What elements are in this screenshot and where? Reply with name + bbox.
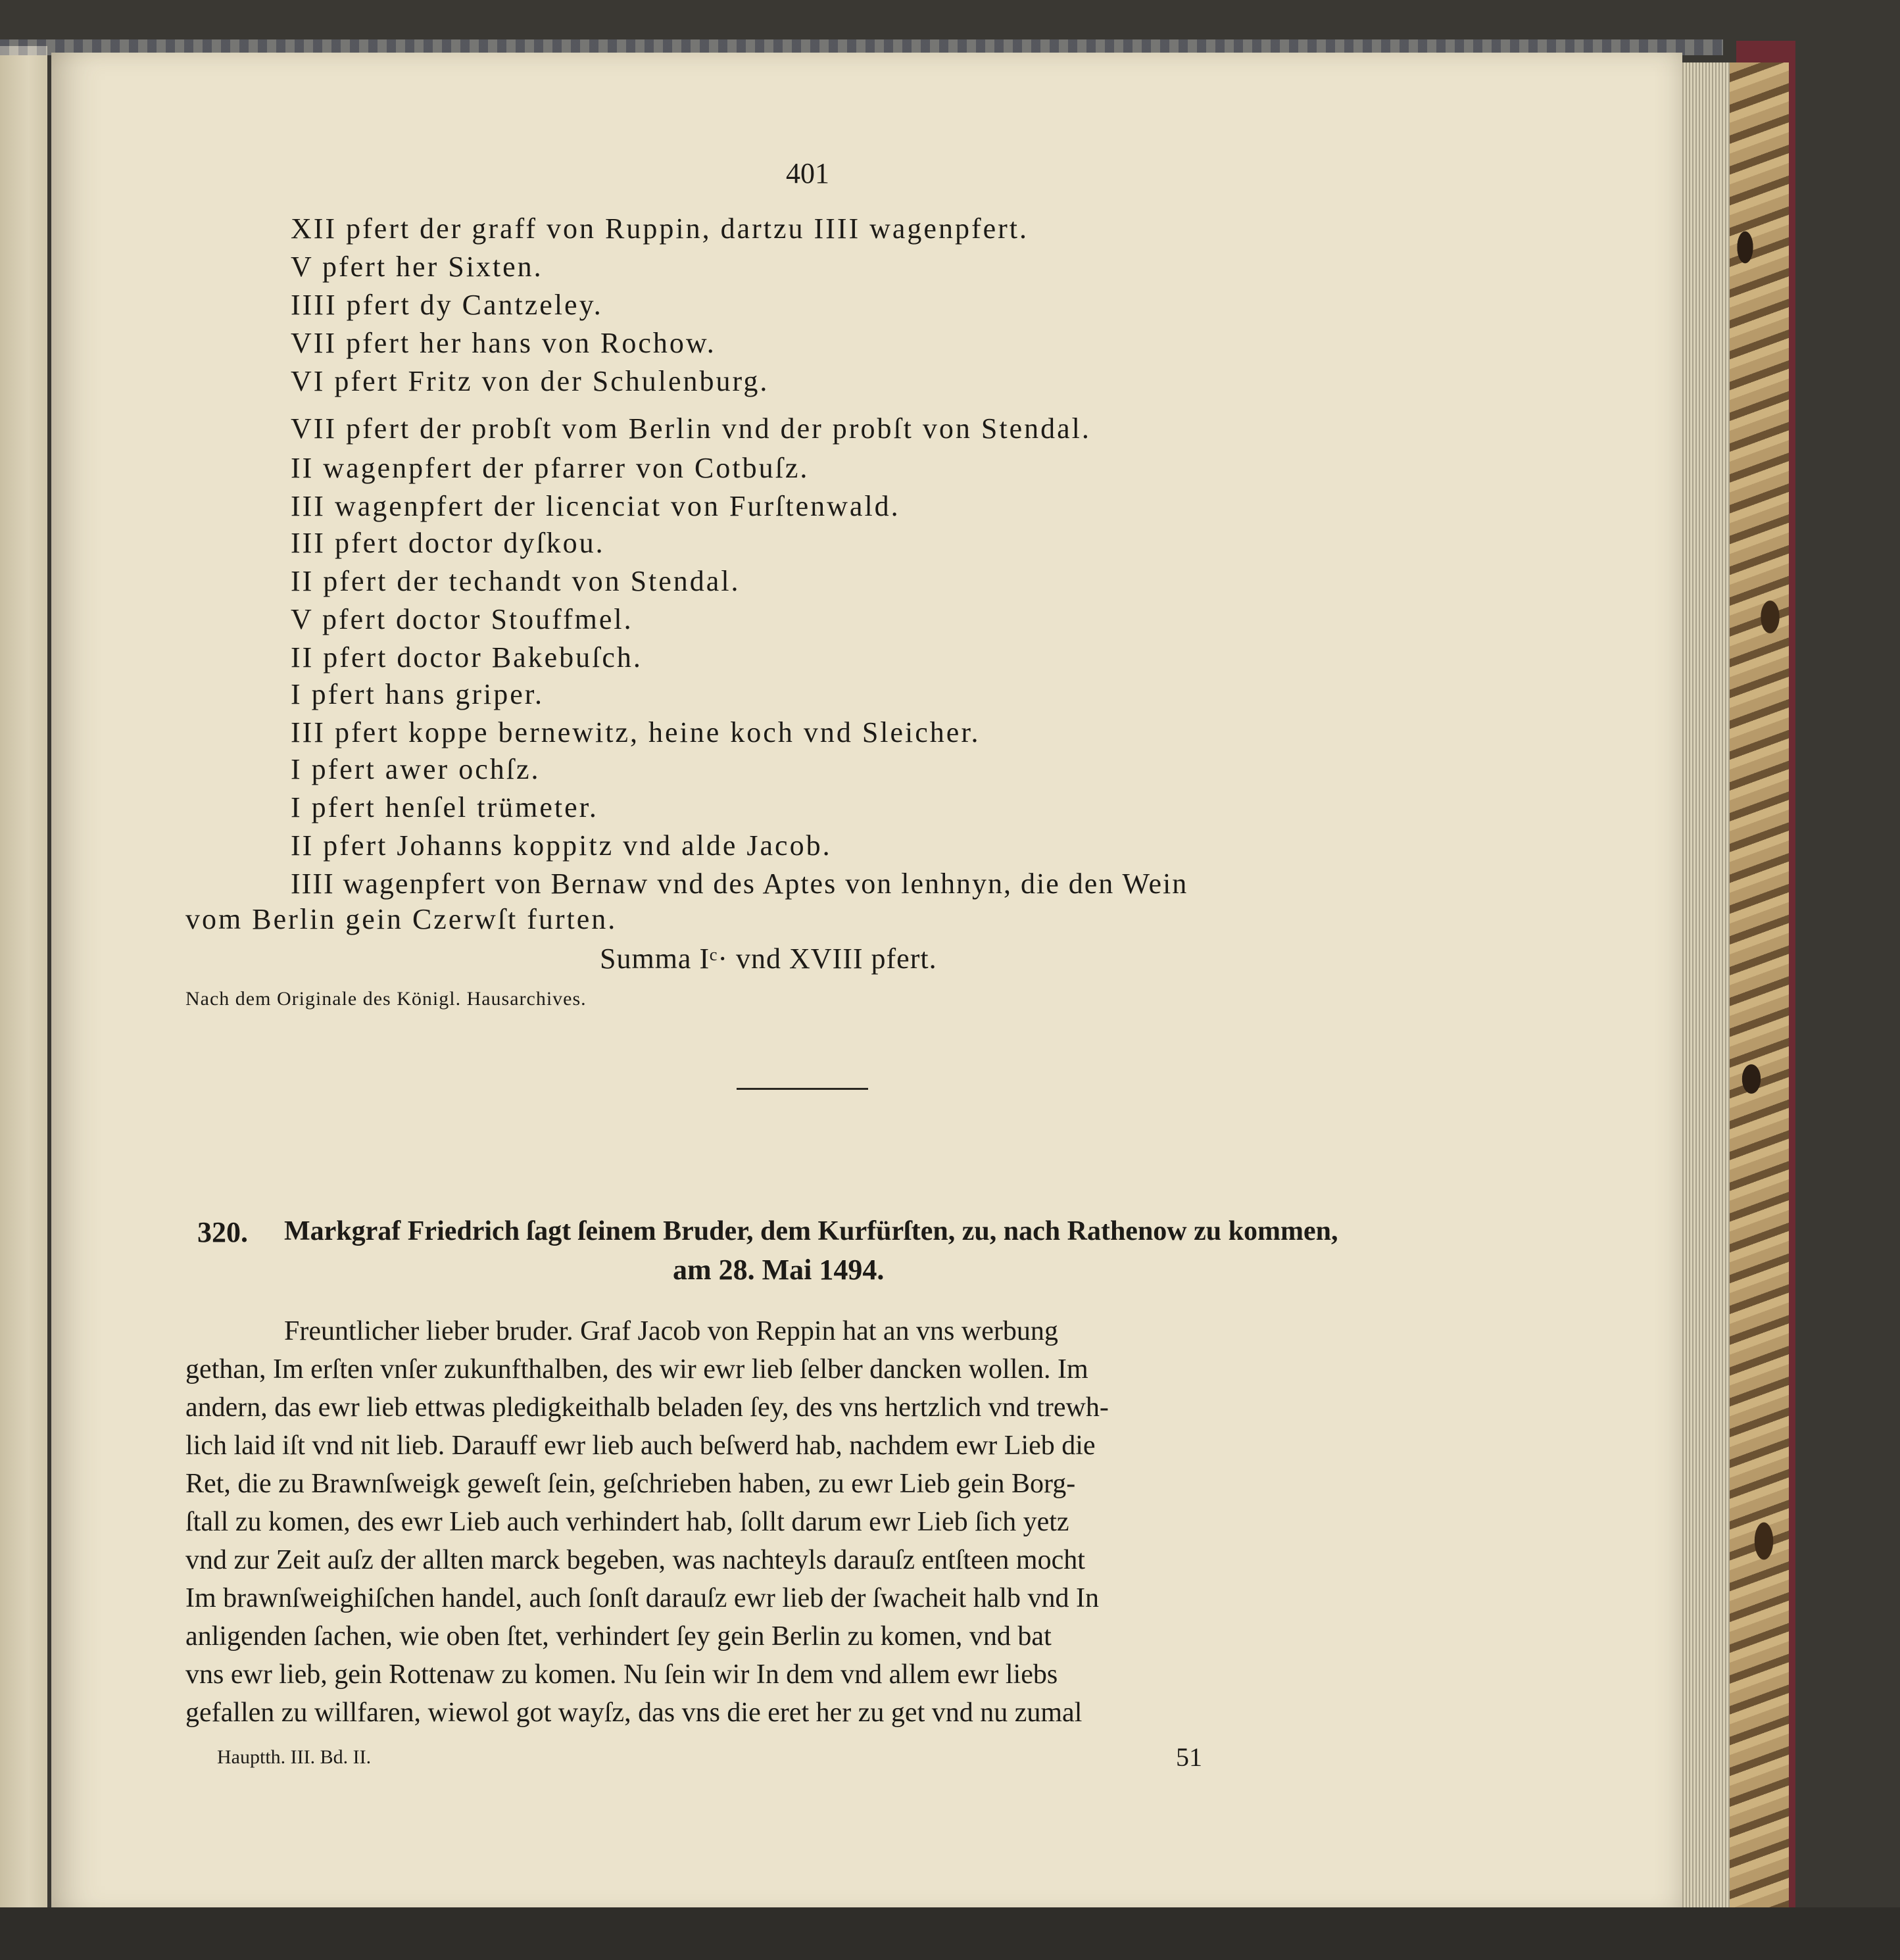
- list-item: I pfert hans griper.: [291, 678, 544, 710]
- body-line: lich laid iſt vnd nit lieb. Darauff ewr lieb auch beſwerd hab, nachdem ewr Lieb die: [185, 1431, 1096, 1461]
- list-item: I pfert awer ochſz.: [291, 753, 541, 785]
- list-item: II wagenpfert der pfarrer von Cotbuſz.: [291, 452, 810, 484]
- footer-sheet-number: 51: [1176, 1742, 1202, 1772]
- source-note: Nach dem Originale des Königl. Hausarchives.: [185, 988, 587, 1010]
- list-item: II pfert doctor Bakebuſch.: [291, 641, 643, 674]
- document-title: Markgraf Friedrich ſagt ſeinem Bruder, dem Kurfürſten, zu, nach Rathenow zu kommen,: [284, 1216, 1338, 1246]
- page-number: 401: [786, 157, 829, 189]
- scan-background: [0, 1907, 1900, 1960]
- body-line: ſtall zu komen, des ewr Lieb auch verhindert hab, ſollt darum ewr Lieb ſich yetz: [185, 1507, 1069, 1537]
- footer-signature: Hauptth. III. Bd. II.: [217, 1746, 372, 1768]
- marbled-endpaper: [1726, 62, 1789, 1911]
- body-line: anligenden ſachen, wie oben ſtet, verhindert ſey gein Berlin zu komen, vnd bat: [185, 1621, 1052, 1652]
- body-line: Ret, die zu Brawnſweigk geweſt ſein, geſchrieben haben, zu ewr Lieb gein Borg-: [185, 1469, 1076, 1499]
- list-item: IIII wagenpfert von Bernaw vnd des Aptes von lenhnyn, die den Wein: [291, 868, 1188, 900]
- list-item: XII pfert der graff von Ruppin, dartzu IIII wagenpfert.: [291, 212, 1029, 245]
- list-item: VII pfert her hans von Rochow.: [291, 327, 716, 359]
- list-item: II pfert Johanns koppitz vnd alde Jacob.: [291, 829, 832, 862]
- list-item: VII pfert der probſt vom Berlin vnd der probſt von Stendal.: [291, 412, 1091, 445]
- list-item: IIII pfert dy Cantzeley.: [291, 289, 603, 321]
- list-item: III pfert koppe bernewitz, heine koch vnd Sleicher.: [291, 716, 981, 748]
- list-item-continuation: vom Berlin gein Czerwſt furten.: [185, 903, 618, 935]
- body-line: andern, das ewr lieb ettwas pledigkeithalb beladen ſey, des vns hertzlich vnd trewh-: [185, 1392, 1109, 1423]
- list-item: III pfert doctor dyſkou.: [291, 527, 605, 559]
- body-line: gethan, Im erſten vnſer zukunfthalben, des wir ewr lieb ſelber dancken wollen. Im: [185, 1354, 1088, 1384]
- body-line: gefallen zu willfaren, wiewol got wayſz, das vns die eret her zu get vnd nu zumal: [185, 1698, 1083, 1728]
- list-item: VI pfert Fritz von der Schulenburg.: [291, 365, 769, 397]
- body-line: vns ewr lieb, gein Rottenaw zu komen. Nu ſein wir In dem vnd allem ewr liebs: [185, 1659, 1058, 1690]
- list-total: Summa Iᶜ· vnd XVIII pfert.: [600, 943, 937, 975]
- list-item: I pfert henſel trümeter.: [291, 791, 598, 823]
- document-number: 320.: [197, 1216, 248, 1248]
- list-item: V pfert doctor Stouffmel.: [291, 603, 633, 635]
- body-line: Im brawnſweighiſchen handel, auch ſonſt darauſz ewr lieb der ſwacheit halb vnd In: [185, 1583, 1099, 1613]
- left-page-edge: [0, 46, 47, 1907]
- list-item: II pfert der techandt von Stendal.: [291, 565, 741, 597]
- document-date: am 28. Mai 1494.: [673, 1254, 885, 1286]
- body-line: vnd zur Zeit auſz der allten marck begeben, was nachteyls darauſz entſteen mocht: [185, 1545, 1085, 1575]
- list-item: III wagenpfert der licenciat von Furſtenwald.: [291, 490, 900, 522]
- list-item: V pfert her Sixten.: [291, 251, 543, 283]
- section-divider: [737, 1088, 868, 1090]
- body-line: Freuntlicher lieber bruder. Graf Jacob von Reppin hat an vns werbung: [284, 1316, 1058, 1346]
